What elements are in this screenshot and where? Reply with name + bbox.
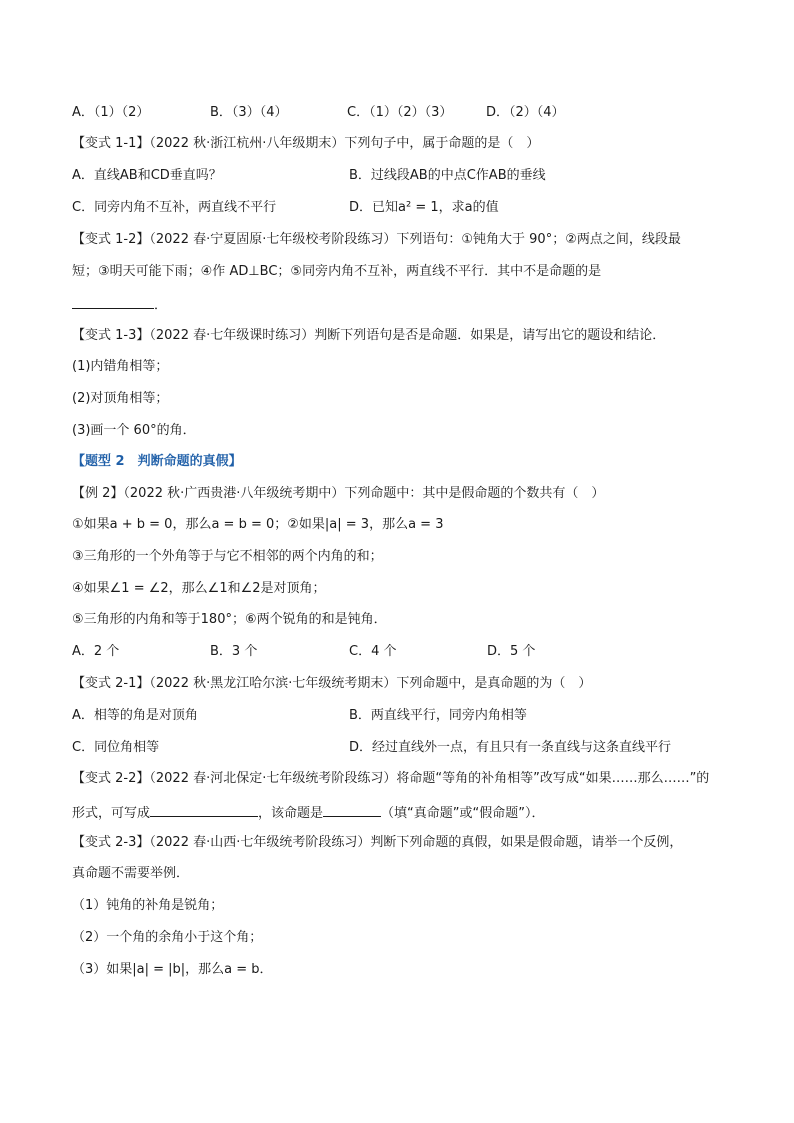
question-source: （2022 春·七年级课时练习）: [149, 328, 315, 343]
ex2-line3: ④如果∠1 = ∠2，那么∠1和∠2是对顶角；: [72, 581, 326, 596]
v1-1-option-d: D．已知a² = 1，求a的值: [349, 200, 499, 215]
question-ex2: [72, 485, 604, 503]
question-stem: 将命题“等角的补角相等”改写成“如果……那么……”的: [396, 771, 710, 786]
period: ．: [154, 298, 168, 313]
line-text: （填“真命题”或“假命题”）．: [381, 806, 545, 821]
ex2-option-c: C．4 个: [349, 644, 397, 659]
question-stem: 下列命题中，是真命题的为（ ）: [396, 676, 592, 691]
question-tag: 【变式 2-3】: [72, 835, 150, 850]
question-tag: 【例 2】: [72, 486, 124, 501]
v2-1-option-b: B．两直线平行，同旁内角相等: [349, 708, 527, 723]
question-v2-3: [72, 834, 682, 852]
v2-1-option-d: D．经过直线外一点，有且只有一条直线与这条直线平行: [349, 740, 672, 755]
line-text: ，该命题是: [258, 806, 324, 821]
ex2-option-b: B．3 个: [210, 644, 258, 659]
ex2-line1: ①如果a + b = 0，那么a = b = 0；②如果|a| = 3，那么a = 3: [72, 517, 444, 532]
option-a: A．（1）（2）: [72, 105, 150, 120]
question-v1-2: [72, 231, 681, 249]
question-source: （2022 秋·黑龙江哈尔滨·七年级统考期末）: [149, 676, 397, 691]
v1-1-option-b: B．过线段AB的中点C作AB的垂线: [349, 168, 546, 183]
question-source: （2022 春·河北保定·七年级统考阶段练习）: [149, 771, 397, 786]
question-v2-1: [72, 675, 591, 693]
question-stem: 下列命题中：其中是假命题的个数共有（ ）: [344, 486, 605, 501]
question-tag: 【变式 1-2】: [72, 232, 150, 247]
section-heading-type2: 【题型 2 判断命题的真假】: [72, 454, 242, 469]
v2-3-line2: 真命题不需要举例．: [72, 866, 190, 881]
question-tag: 【变式 2-1】: [72, 676, 150, 691]
question-stem: 判断下列命题的真假，如果是假命题，请举一个反例，: [370, 835, 683, 850]
question-stem: 判断下列语句是否是命题．如果是，请写出它的题设和结论．: [314, 328, 666, 343]
v1-1-option-c: C．同旁内角不互补，两直线不平行: [72, 200, 277, 215]
question-tag: 【变式 2-2】: [72, 771, 150, 786]
v2-1-option-a: A．相等的角是对顶角: [72, 708, 198, 723]
answer-blank[interactable]: [150, 802, 258, 817]
question-source: （2022 春·宁夏固原·七年级校考阶段练习）: [149, 232, 397, 247]
v1-2-line3: [72, 294, 167, 312]
v2-2-line2: [72, 802, 544, 820]
v1-3-item1: (1)内错角相等；: [72, 359, 169, 374]
answer-blank[interactable]: [323, 802, 381, 817]
question-v1-1: [72, 135, 539, 153]
question-source: （2022 春·山西·七年级统考阶段练习）: [149, 835, 371, 850]
question-tag: 【变式 1-3】: [72, 328, 150, 343]
question-v2-2: [72, 770, 709, 788]
v1-2-line2: 短；③明天可能下雨；④作 AD⊥BC；⑤同旁内角不互补，两直线不平行．其中不是命题的是: [72, 264, 602, 279]
option-d: D．（2）（4）: [486, 105, 565, 120]
v1-3-item2: (2)对顶角相等；: [72, 391, 169, 406]
v2-3-item2: （2）一个角的余角小于这个角；: [72, 930, 263, 945]
question-stem: 下列语句：①钝角大于 90°；②两点之间，线段最: [396, 232, 681, 247]
ex2-line4: ⑤三角形的内角和等于180°；⑥两个锐角的和是钝角．: [72, 612, 387, 627]
ex2-option-d: D．5 个: [487, 644, 536, 659]
v1-3-item3: (3)画一个 60°的角．: [72, 423, 196, 438]
ex2-option-a: A．2 个: [72, 644, 120, 659]
v2-3-item1: （1）钝角的补角是锐角；: [72, 898, 224, 913]
v2-3-item3: （3）如果|a| = |b|，那么a = b．: [72, 962, 273, 977]
v1-1-option-a: A．直线AB和CD垂直吗？: [72, 168, 222, 183]
v2-1-option-c: C．同位角相等: [72, 740, 160, 755]
question-source: （2022 秋·广西贵港·八年级统考期中）: [123, 486, 345, 501]
question-source: （2022 秋·浙江杭州·八年级期末）: [149, 136, 345, 151]
question-v1-3: [72, 327, 665, 345]
question-stem: 下列句子中，属于命题的是（ ）: [344, 136, 540, 151]
line-text: 形式，可写成: [72, 806, 151, 821]
question-tag: 【变式 1-1】: [72, 136, 150, 151]
option-c: C．（1）（2）（3）: [347, 105, 453, 120]
option-b: B．（3）（4）: [210, 105, 288, 120]
answer-blank[interactable]: [72, 294, 154, 309]
ex2-line2: ③三角形的一个外角等于与它不相邻的两个内角的和；: [72, 549, 383, 564]
